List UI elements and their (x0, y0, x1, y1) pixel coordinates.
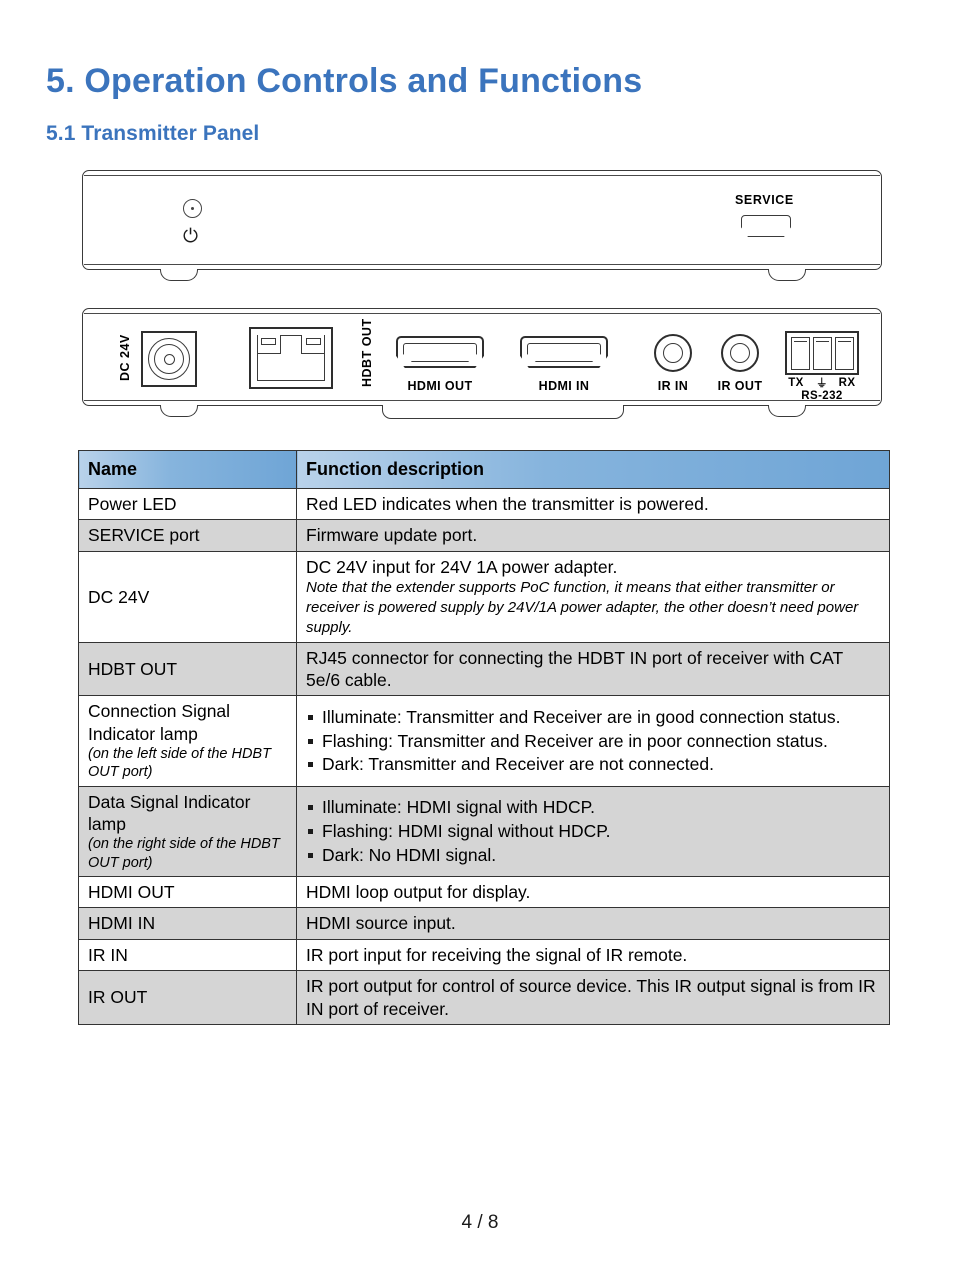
transmitter-front-panel-diagram (82, 170, 882, 280)
rs232-ground-icon: ⏚ (816, 378, 828, 390)
list-item: Illuminate: HDMI signal with HDCP. (306, 796, 880, 819)
subsection-title: 5.1 Transmitter Panel (46, 122, 260, 145)
power-symbol-icon: ⏻ (183, 226, 199, 247)
row-name-connection-signal-lamp (79, 696, 297, 786)
ir-in-label: IR IN (657, 379, 689, 393)
column-header-name: Name (79, 451, 297, 489)
panel-foot-left (160, 269, 198, 281)
row-name-dc-24v: DC 24V (79, 551, 297, 642)
row-desc-hdbt-out: RJ45 connector for connecting the HDBT IN port of receiver with CAT 5e/6 cable. (297, 642, 890, 696)
row-name-ir-out: IR OUT (79, 971, 297, 1025)
row-desc-power-led: Red LED indicates when the transmitter is powered. (297, 489, 890, 520)
hdmi-out-label: HDMI OUT (407, 379, 473, 393)
hdmi-in-label: HDMI IN (538, 379, 590, 393)
list-item: Dark: No HDMI signal. (306, 844, 880, 867)
rs232-label: RS-232 (801, 390, 843, 402)
list-item: Illuminate: Transmitter and Receiver are in good connection status. (306, 706, 880, 729)
transmitter-rear-panel-diagram (82, 308, 882, 428)
row-desc-dc-24v-note: Note that the extender supports PoC function, it means that either transmitter or receiver is powered supply by 24V/1A power adapter, the other doesn’t need power supply. (306, 579, 859, 636)
row-desc-hdmi-in: HDMI source input. (297, 908, 890, 939)
row-desc-ir-in: IR port input for receiving the signal of IR remote. (297, 939, 890, 970)
bullet-list (306, 706, 880, 776)
ir-in-jack-icon (654, 334, 692, 372)
list-item: Flashing: HDMI signal without HDCP. (306, 820, 880, 843)
table-row (79, 696, 890, 786)
row-name-data-signal-lamp (79, 786, 297, 876)
row-name-service-port: SERVICE port (79, 520, 297, 551)
dc-24v-jack-icon (141, 331, 197, 387)
row-name-hdmi-in: HDMI IN (79, 908, 297, 939)
table-row (79, 971, 890, 1025)
rear-panel-foot-right (768, 405, 806, 417)
rear-panel-foot-left (160, 405, 198, 417)
table-header-row (79, 451, 890, 489)
row-name-data-signal-lamp-main: Data Signal Indicator lamp (88, 791, 251, 835)
rear-panel-body (82, 308, 882, 406)
hdmi-out-port-icon (396, 336, 484, 368)
rs232-tx-label: TX (788, 377, 804, 389)
row-desc-hdmi-out: HDMI loop output for display. (297, 877, 890, 908)
service-port-label: SERVICE (735, 193, 794, 207)
ir-out-label: IR OUT (717, 379, 763, 393)
hdbt-out-rj45-icon (249, 327, 333, 389)
row-name-connection-signal-lamp-sub: (on the left side of the HDBT OUT port) (88, 746, 271, 781)
dc-24v-label: DC 24V (118, 334, 132, 381)
hdbt-out-label: HDBT OUT (360, 318, 374, 387)
row-desc-connection-signal-lamp (297, 696, 890, 786)
power-led-icon (183, 199, 202, 218)
table-row (79, 939, 890, 970)
panel-foot-right (768, 269, 806, 281)
rs232-rx-label: RX (838, 377, 856, 389)
row-name-power-led: Power LED (79, 489, 297, 520)
table-row (79, 642, 890, 696)
front-panel-body (82, 170, 882, 270)
row-desc-ir-out: IR port output for control of source device. This IR output signal is from IR IN port of receiver. (297, 971, 890, 1025)
row-name-ir-in: IR IN (79, 939, 297, 970)
row-desc-data-signal-lamp (297, 786, 890, 876)
table-row (79, 877, 890, 908)
list-item: Dark: Transmitter and Receiver are not connected. (306, 753, 880, 776)
function-description-table (78, 450, 890, 1025)
row-name-data-signal-lamp-sub: (on the right side of the HDBT OUT port) (88, 836, 280, 871)
page-title: 5. Operation Controls and Functions (46, 62, 643, 100)
table-row (79, 786, 890, 876)
list-item: Flashing: Transmitter and Receiver are in poor connection status. (306, 730, 880, 753)
bullet-list (306, 796, 880, 866)
service-micro-usb-port-icon (741, 215, 791, 237)
row-name-connection-signal-lamp-main: Connection Signal Indicator lamp (88, 701, 231, 744)
table-row (79, 551, 890, 642)
row-name-hdmi-out: HDMI OUT (79, 877, 297, 908)
page-number-footer: 4 / 8 (461, 1212, 499, 1233)
rear-panel-foot-center (382, 405, 624, 419)
table-row (79, 489, 890, 520)
row-desc-dc-24v-main: DC 24V input for 24V 1A power adapter. (306, 556, 618, 577)
row-desc-service-port: Firmware update port. (297, 520, 890, 551)
rs232-terminal-block-icon (785, 331, 859, 375)
table-row (79, 520, 890, 551)
table-row (79, 908, 890, 939)
ir-out-jack-icon (721, 334, 759, 372)
row-name-hdbt-out: HDBT OUT (79, 642, 297, 696)
hdmi-in-port-icon (520, 336, 608, 368)
column-header-function-description: Function description (297, 451, 890, 489)
row-desc-dc-24v (297, 551, 890, 642)
